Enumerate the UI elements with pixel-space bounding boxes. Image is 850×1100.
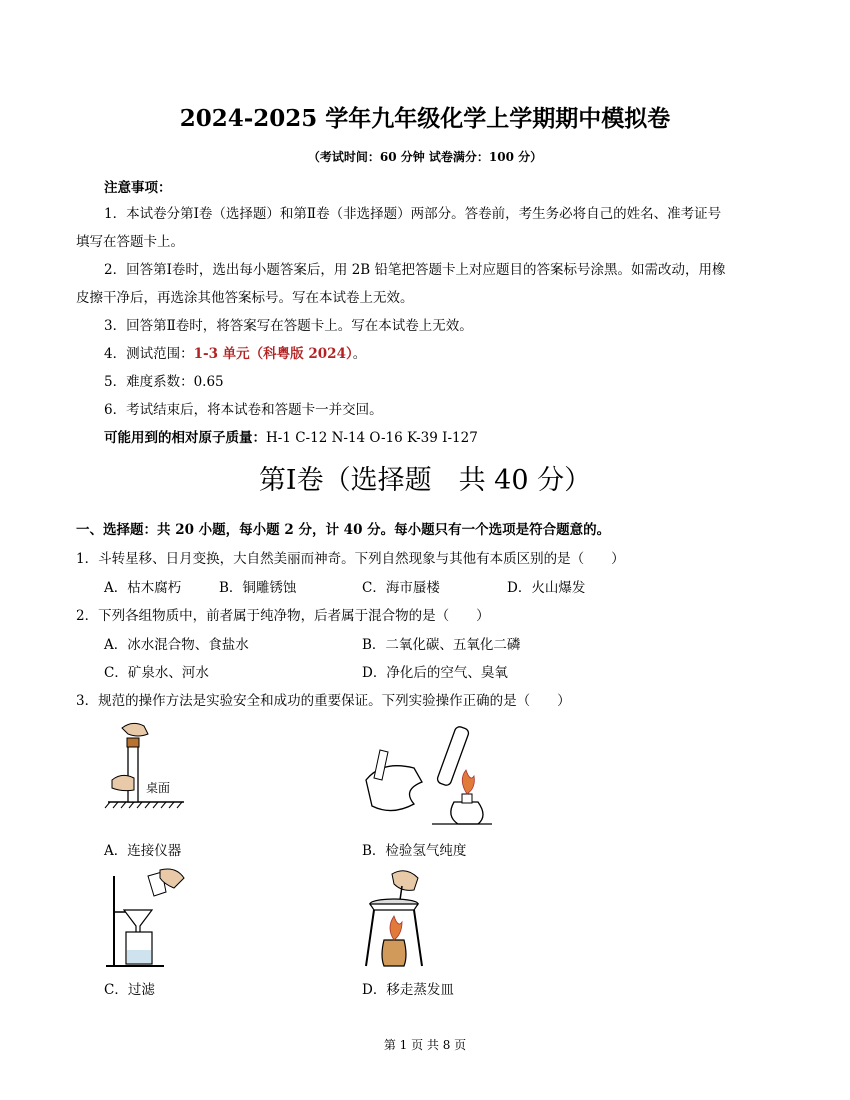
section-instructions: 一、选择题：共 20 小题，每小题 2 分，计 40 分。每小题只有一个选项是符合题意的。 xyxy=(76,522,611,538)
question-2-option-a: A．冰水混合物、食盐水 xyxy=(104,637,249,653)
connect-instrument-illustration xyxy=(104,720,194,830)
question-2-option-b: B．二氧化碳、五氧化二磷 xyxy=(362,637,521,653)
page-footer: 第 1 页 共 8 页 xyxy=(383,1038,467,1052)
note-2-line-1: 2．回答第Ⅰ卷时，选出每小题答案后，用 2B 铅笔把答题卡上对应题目的答案标号涂黑。如需改动，用橡 xyxy=(104,262,726,278)
notes-heading: 注意事项： xyxy=(104,180,172,196)
note-4-suffix: 。 xyxy=(352,346,367,362)
question-3-stem: 3．规范的操作方法是实验安全和成功的重要保证。下列实验操作正确的是（ ） xyxy=(76,693,571,709)
exam-info: （考试时间：60 分钟 试卷满分：100 分） xyxy=(307,150,543,164)
question-2-option-c: C．矿泉水、河水 xyxy=(104,665,209,681)
note-1-line-1: 1．本试卷分第Ⅰ卷（选择题）和第Ⅱ卷（非选择题）两部分。答卷前，考生务必将自己的姓名、准考证号 xyxy=(104,206,722,222)
page-title: 2024-2025 学年九年级化学上学期期中模拟卷 xyxy=(179,105,671,132)
question-2-option-d: D．净化后的空气、臭氧 xyxy=(362,665,508,681)
desk-label: 桌面 xyxy=(146,781,171,795)
question-1-option-d: D．火山爆发 xyxy=(507,580,586,596)
question-1-option-b: B．铜雕锈蚀 xyxy=(219,580,297,596)
section-title: 第Ⅰ卷（选择题 共 40 分） xyxy=(258,465,592,496)
test-range: 1-3 单元（科粤版 2024） xyxy=(193,346,353,362)
note-5: 5．难度系数：0.65 xyxy=(104,374,224,390)
note-4-prefix: 4．测试范围： xyxy=(104,346,194,362)
question-3-option-a: A．连接仪器 xyxy=(104,843,182,859)
question-1-stem: 1．斗转星移、日月变换，大自然美丽而神奇。下列自然现象与其他有本质区别的是（ ） xyxy=(76,551,625,567)
atomic-masses-values: H-1 C-12 N-14 O-16 K-39 I-127 xyxy=(266,430,478,446)
note-3: 3．回答第Ⅱ卷时，将答案写在答题卡上。写在本试卷上无效。 xyxy=(104,318,473,334)
note-6: 6．考试结束后，将本试卷和答题卡一并交回。 xyxy=(104,402,383,418)
atomic-masses xyxy=(104,424,478,452)
atomic-masses-label: 可能用到的相对原子质量： xyxy=(104,430,266,446)
hydrogen-purity-test-illustration xyxy=(362,720,492,830)
question-3-option-b: B．检验氢气纯度 xyxy=(362,843,467,859)
note-2-line-2: 皮擦干净后，再选涂其他答案标号。写在本试卷上无效。 xyxy=(76,290,414,306)
question-2-stem: 2．下列各组物质中，前者属于纯净物，后者属于混合物的是（ ） xyxy=(76,608,490,624)
note-4 xyxy=(104,340,366,368)
question-1-option-c: C．海市蜃楼 xyxy=(362,580,440,596)
filtration-illustration xyxy=(104,866,194,976)
move-evaporating-dish-illustration xyxy=(362,866,452,976)
question-3-option-c: C．过滤 xyxy=(104,982,155,998)
question-3-option-d: D．移走蒸发皿 xyxy=(362,982,454,998)
question-1-option-a: A．枯木腐朽 xyxy=(104,580,182,596)
note-1-line-2: 填写在答题卡上。 xyxy=(76,234,184,250)
